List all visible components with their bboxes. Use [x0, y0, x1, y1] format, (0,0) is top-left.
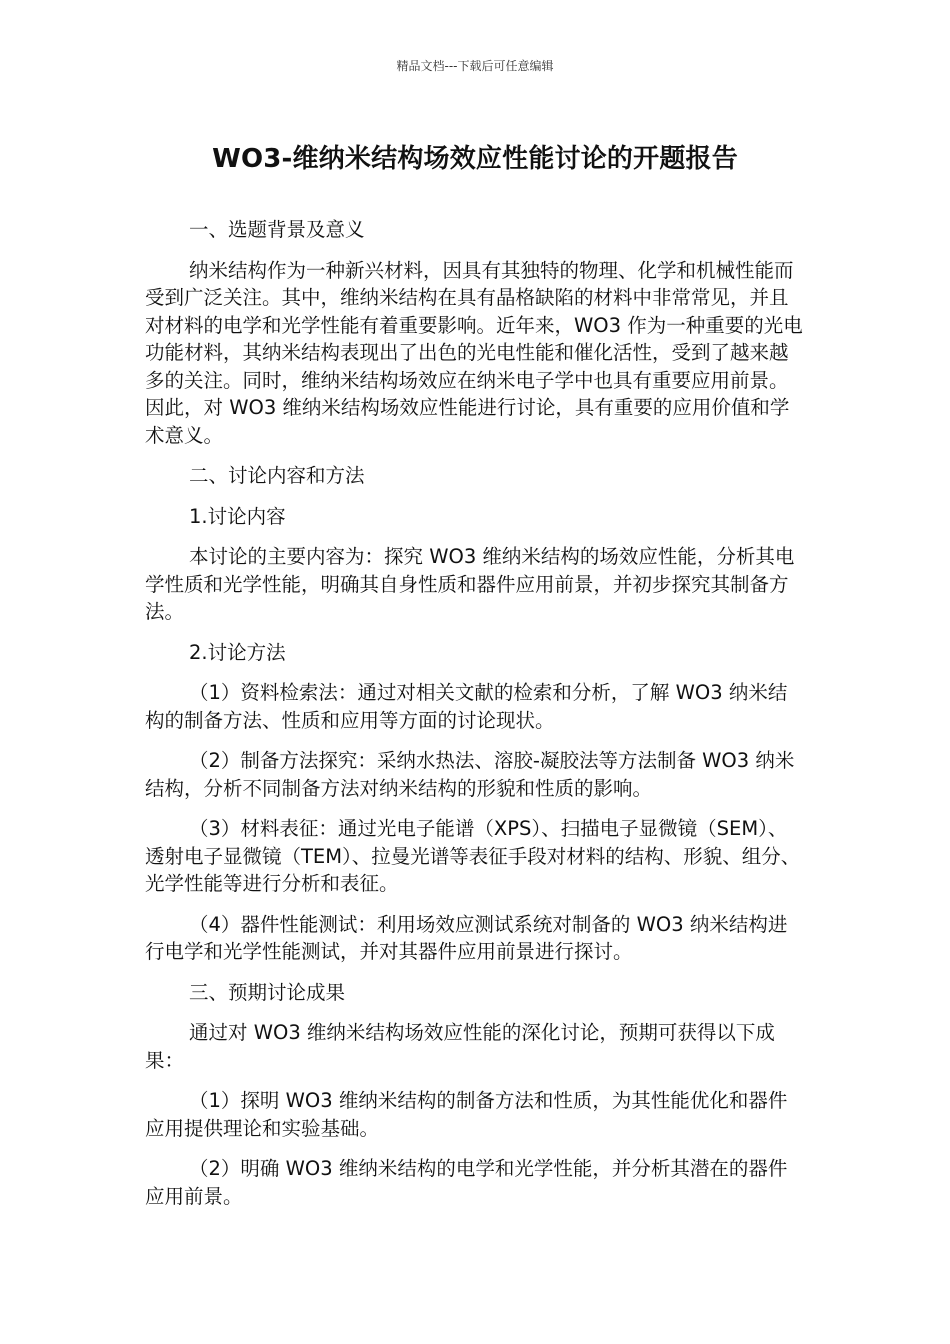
paragraph-results-intro: 通过对 WO3 维纳米结构场效应性能的深化讨论，预期可获得以下成果： [145, 1021, 775, 1072]
document-body [145, 216, 805, 1223]
section-heading-content-methods: 二、讨论内容和方法 [189, 464, 365, 487]
method-item-3: （3）材料表征：通过光电子能谱（XPS）、扫描电子显微镜（SEM）、透射电子显微镜（TEM）、拉曼光谱等表征手段对材料的结构、形貌、组分、光学性能等进行分析和表征。 [145, 817, 801, 895]
paragraph-background: 纳米结构作为一种新兴材料，因具有其独特的物理、化学和机械性能而受到广泛关注。其中，维纳米结构在具有晶格缺陷的材料中非常常见，并且对材料的电学和光学性能有着重要影响。近年来，WO3 作为一种重要的光电功能材料，其纳米结构表现出了出色的光电性能和催化活性，受到了越来越多的关注。同时，维纳米结构场效应在纳米电子学中也具有重要应用前景。因此，对 WO3 维纳米结构场效应性能进行讨论，具有重要的应用价值和学术意义。 [145, 258, 803, 447]
subheading-content: 1.讨论内容 [189, 504, 286, 528]
document-title: WO3-维纳米结构场效应性能讨论的开题报告 [212, 144, 738, 174]
subheading-methods: 2.讨论方法 [189, 640, 286, 664]
section-heading-results: 三、预期讨论成果 [189, 980, 346, 1004]
header-note: 精品文档---下载后可任意编辑 [396, 59, 554, 73]
paragraph-content: 本讨论的主要内容为：探究 WO3 维纳米结构的场效应性能，分析其电学性质和光学性能，明确其自身性质和器件应用前景，并初步探究其制备方法。 [145, 545, 795, 623]
result-item-1: （1）探明 WO3 维纳米结构的制备方法和性质，为其性能优化和器件应用提供理论和实验基础。 [145, 1089, 788, 1140]
method-item-1: （1）资料检索法：通过对相关文献的检索和分析，了解 WO3 纳米结构的制备方法、性质和应用等方面的讨论现状。 [145, 681, 788, 732]
method-item-4: （4）器件性能测试：利用场效应测试系统对制备的 WO3 纳米结构进行电学和光学性能测试，并对其器件应用前景进行探讨。 [145, 912, 788, 963]
method-item-2: （2）制备方法探究：采纳水热法、溶胶-凝胶法等方法制备 WO3 纳米结构，分析不同制备方法对纳米结构的形貌和性质的影响。 [145, 749, 795, 800]
section-heading-background: 一、选题背景及意义 [189, 218, 365, 241]
result-item-2: （2）明确 WO3 维纳米结构的电学和光学性能，并分析其潜在的器件应用前景。 [145, 1157, 788, 1208]
